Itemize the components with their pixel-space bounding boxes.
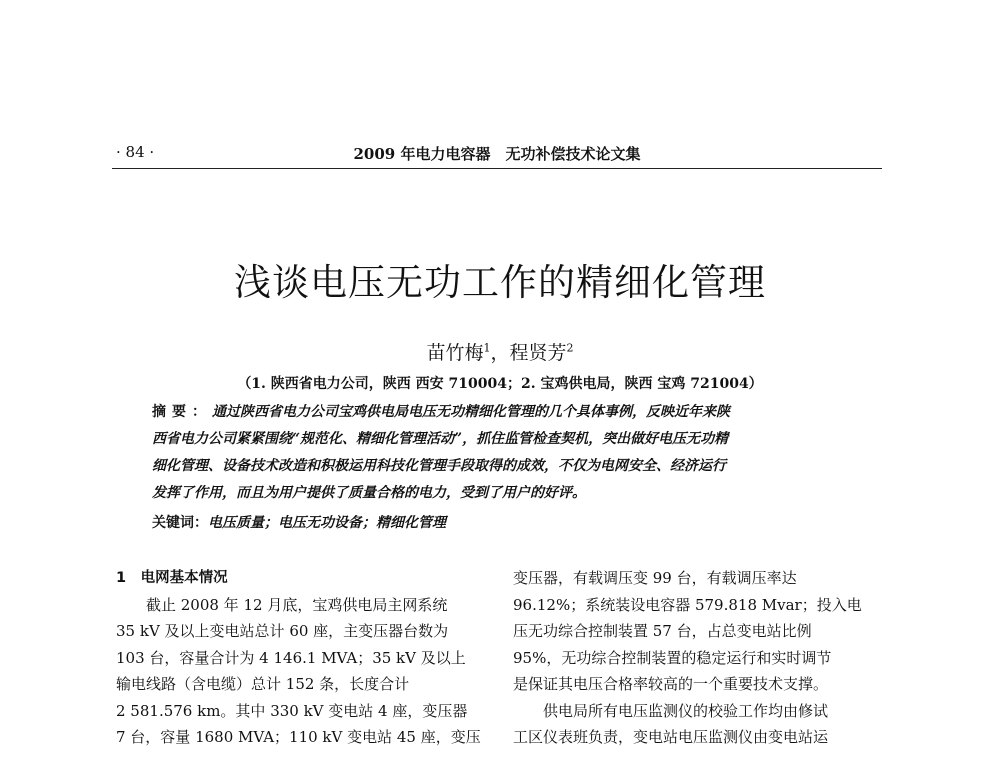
keywords — [152, 512, 852, 532]
running-head-title: 2009 年电力电容器 无功补偿技术论文集 — [353, 145, 641, 163]
author-name: 程贤芳 — [509, 342, 567, 364]
abstract-line — [152, 399, 852, 426]
abstract-line: 西省电力公司紧紧围绕“规范化、精细化管理活动”，抓住监管检查契机，突出做好电压无功精 — [152, 431, 729, 447]
abstract-label: 摘要： — [152, 404, 212, 420]
author-name: 苗竹梅 — [426, 342, 484, 364]
running-header — [112, 143, 882, 167]
page-number: · 84 · — [116, 143, 155, 161]
body-line: 是保证其电压合格率较高的一个重要技术支撑。 — [513, 675, 829, 693]
body-line: 压无功综合控制装置 57 台，占总变电站比例 — [513, 622, 812, 640]
body-line: 截止 2008 年 12 月底，宝鸡供电局主网系统 — [116, 595, 448, 614]
keywords-label: 关键词： — [152, 515, 208, 531]
body-line: 95%，无功综合控制装置的稳定运行和实时调节 — [513, 648, 832, 667]
authors — [0, 338, 1000, 365]
header-rule — [112, 168, 882, 169]
abstract-line: 细化管理、设备技术改造和积极运用科技化管理手段取得的成效，不仅为电网安全、经济运行 — [152, 458, 726, 474]
abstract-line: 发挥了作用，而且为用户提供了质量合格的电力，受到了用户的好评。 — [152, 485, 586, 501]
body-line: 工区仪表班负责，变电站电压监测仪由变电站运 — [513, 728, 829, 746]
author-affil-mark: 1 — [483, 341, 491, 355]
body-line: 96.12%；系统装设电容器 579.818 Mvar；投入电 — [513, 595, 862, 614]
section-heading: 1 电网基本情况 — [116, 570, 228, 586]
author-affil-mark: 2 — [566, 341, 574, 355]
body-column-left — [116, 565, 486, 751]
author-separator: ， — [490, 342, 510, 364]
body-line: 2 581.576 km。其中 330 kV 变电站 4 座，变压器 — [116, 701, 468, 720]
body-line: 7 台，容量 1680 MVA；110 kV 变电站 45 座，变压 — [116, 728, 481, 746]
body-line: 变压器，有载调压变 99 台，有载调压率达 — [513, 569, 797, 587]
abstract-text: 通过陕西省电力公司宝鸡供电局电压无功精细化管理的几个具体事例，反映近年来陕 — [212, 404, 730, 420]
abstract — [152, 399, 852, 507]
body-line: 103 台，容量合计为 4 146.1 MVA；35 kV 及以上 — [116, 648, 466, 667]
keywords-text: 电压质量；电压无功设备；精细化管理 — [208, 515, 446, 531]
paper-title: 浅谈电压无功工作的精细化管理 — [234, 261, 766, 304]
body-line: 35 kV 及以上变电站总计 60 座，主变压器台数为 — [116, 622, 449, 640]
body-line: 供电局所有电压监测仪的校验工作均由修试 — [513, 701, 829, 720]
body-line: 输电线路（含电缆）总计 152 条，长度合计 — [116, 675, 410, 693]
affiliation: （1. 陕西省电力公司，陕西 西安 710004；2. 宝鸡供电局，陕西 宝鸡 721004） — [237, 376, 763, 392]
body-column-right — [513, 565, 883, 751]
